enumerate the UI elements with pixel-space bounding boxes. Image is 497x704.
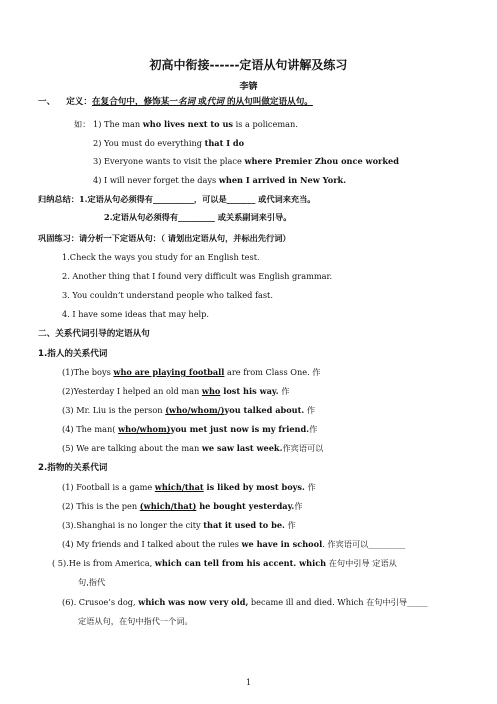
thing-example-2 <box>62 501 302 512</box>
example-text: are from Class One. <box>224 367 310 377</box>
thing-example-1 <box>62 482 316 493</box>
example-clause: you met just now is my friend. <box>170 424 310 434</box>
definition-or: 或 <box>195 97 207 107</box>
example-text: (1) Football is a game <box>62 482 155 492</box>
summary-2: 2.定语从句必须得有_________ 或关系副词来引导。 <box>104 212 292 222</box>
example-text: ( 5).He is from America, <box>52 558 155 568</box>
thing-example-6-cont: 定语从句，在句中指代一个词。 <box>78 616 193 626</box>
example-relative: who/whom) <box>118 424 171 434</box>
definition-line <box>38 97 313 108</box>
thing-example-6 <box>62 597 427 608</box>
example-note: 作 <box>278 386 290 396</box>
person-example-2 <box>62 386 289 397</box>
example-relative: (who/whom/) <box>165 405 225 415</box>
example-note: 在句中引导 定语从 <box>326 558 397 568</box>
definition-pronoun: 代词 <box>206 97 224 107</box>
example-note: 作 <box>309 367 321 377</box>
example-clause: which can tell from his accent. which <box>154 558 327 568</box>
example-note: 作 <box>304 405 316 415</box>
definition-part: 在复合句中，修饰某一 <box>92 97 178 107</box>
example-relative: who <box>201 386 221 396</box>
example-relative: which/that <box>154 482 204 492</box>
example-intro: 如： <box>74 119 91 129</box>
example-text: (5) We are talking about the man <box>62 443 202 453</box>
section-2-heading: 二、关系代词引导的定语从句 <box>38 329 150 339</box>
definition-text <box>92 97 313 107</box>
example-note: 作 <box>309 424 318 434</box>
summary-1: 归纳总结：1.定语从句必须得有__________，可以是_______ 或代词来充当。 <box>38 194 316 204</box>
practice-item-1: 1.Check the ways you study for an English test. <box>62 252 260 262</box>
example-text: is a policeman. <box>233 119 298 129</box>
example-clause: when I arrived in New York. <box>218 175 347 185</box>
example-relative: (which/that) <box>139 501 197 511</box>
example-clause: we saw last week. <box>201 443 283 453</box>
practice-heading: 巩固练习：请分析一下定语从句：（ 请划出定语从句，并标出先行词） <box>38 233 291 243</box>
example-clause: where Premier Zhou once worked <box>244 156 399 166</box>
example-clause: we have in school <box>241 539 323 549</box>
example-text: (4) The man( <box>62 424 119 434</box>
example-clause: you talked about. <box>224 405 305 415</box>
person-example-3 <box>62 405 315 416</box>
example-note: . 作宾语可以_________ <box>322 539 406 549</box>
example-note: 作 <box>284 520 296 530</box>
page-number: 1 <box>245 678 252 687</box>
example-clause: he bought yesterday. <box>196 501 295 511</box>
definition-label: 定义： <box>66 97 92 107</box>
practice-item-4: 4. I have some ideas that may help. <box>62 309 210 319</box>
person-pronoun-heading: 1.指人的关系代词 <box>38 349 108 359</box>
practice-item-2: 2. Another thing that I found very difficult was English grammar. <box>62 271 333 281</box>
definition-noun: 名词 <box>177 97 196 107</box>
example-text: (3) Mr. Liu is the person <box>62 405 166 415</box>
thing-example-4 <box>62 539 405 550</box>
example-text: 3) Everyone wants to visit the place <box>93 156 245 166</box>
thing-example-5 <box>52 558 397 569</box>
practice-item-3: 3. You couldn’t understand people who talked fast. <box>62 290 273 300</box>
example-text: (1)The boys <box>62 367 114 377</box>
example-text: (4) My friends and I talked about the rules <box>62 539 242 549</box>
thing-example-5-cont: 句,指代 <box>78 577 106 587</box>
example-text: (3).Shanghai is no longer the city <box>62 520 204 530</box>
example-clause: who are playing football <box>113 367 225 377</box>
example-clause: that it used to be. <box>203 520 285 530</box>
example-1 <box>74 119 298 130</box>
example-clause: is liked by most boys. <box>203 482 305 492</box>
example-text: 2) You must do everything <box>93 138 205 148</box>
example-3 <box>93 156 399 167</box>
example-clause: that I do <box>204 138 245 148</box>
section-number: 一、 <box>38 97 56 107</box>
thing-pronoun-heading: 2.指物的关系代词 <box>38 463 108 473</box>
example-note: 作 <box>304 482 316 492</box>
example-clause: which was now very old, <box>138 597 249 607</box>
example-text: (2)Yesterday I helped an old man <box>62 386 202 396</box>
example-text: (6). Crusoe’s dog, <box>62 597 139 607</box>
example-text: 4) I will never forget the days <box>93 175 219 185</box>
example-clause: lost his way. <box>220 386 279 396</box>
person-example-5 <box>62 443 323 454</box>
example-note: became ill and died. Which 在句中引导_____ <box>248 597 428 607</box>
example-clause: who lives next to us <box>142 119 234 129</box>
example-note: 作宾语可以 <box>282 443 324 453</box>
page-title: 初高中衔接------定语从句讲解及练习 <box>149 58 348 72</box>
definition-end: 的从句叫做定语从句。 <box>223 97 313 107</box>
example-text: (2) This is the pen <box>62 501 140 511</box>
example-4 <box>93 175 346 186</box>
thing-example-3 <box>62 520 296 531</box>
author-name: 李锛 <box>239 82 258 92</box>
example-2 <box>93 138 244 149</box>
person-example-1 <box>62 367 321 378</box>
example-text: 1) The man <box>93 119 143 129</box>
person-example-4 <box>62 424 317 435</box>
example-note: 作 <box>294 501 303 511</box>
